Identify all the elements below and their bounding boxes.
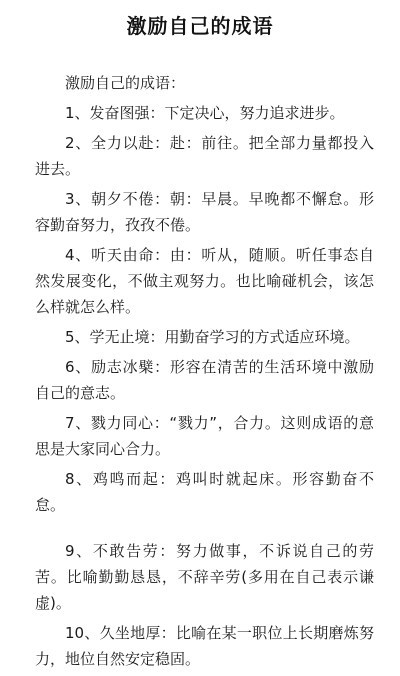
document-title: 激励自己的成语 <box>126 14 274 38</box>
idiom-item-6: 6、励志冰檗：形容在清苦的生活环境中激励自己的意志。 <box>35 358 374 402</box>
idiom-item-10: 10、久坐地厚：比喻在某一职位上长期磨炼努力，地位自然安定稳固。 <box>35 624 374 668</box>
idiom-item-8: 8、鸡鸣而起：鸡叫时就起床。形容勤奋不怠。 <box>35 470 374 514</box>
idiom-item-1: 1、发奋图强：下定决心，努力追求进步。 <box>65 104 345 122</box>
idiom-item-5: 5、学无止境：用勤奋学习的方式适应环境。 <box>65 328 360 346</box>
idiom-item-4: 4、听天由命：由：听从，随顺。听任事态自然发展变化，不做主观努力。也比喻碰机会，该怎么样就怎么样。 <box>35 246 374 316</box>
idiom-item-3: 3、朝夕不倦：朝：早晨。早晚都不懈怠。形容勤奋努力，孜孜不倦。 <box>35 190 374 234</box>
intro-paragraph: 激励自己的成语： <box>65 74 186 92</box>
idiom-item-9: 9、不敢告劳：努力做事，不诉说自己的劳苦。比喻勤勤恳恳，不辞辛劳(多用在自己表示谦虚)。 <box>35 542 374 612</box>
idiom-item-7: 7、戮力同心：“戮力”，合力。这则成语的意思是大家同心合力。 <box>35 414 374 458</box>
document-body <box>35 70 374 676</box>
idiom-item-2: 2、全力以赴：赴：前往。把全部力量都投入进去。 <box>35 134 374 178</box>
